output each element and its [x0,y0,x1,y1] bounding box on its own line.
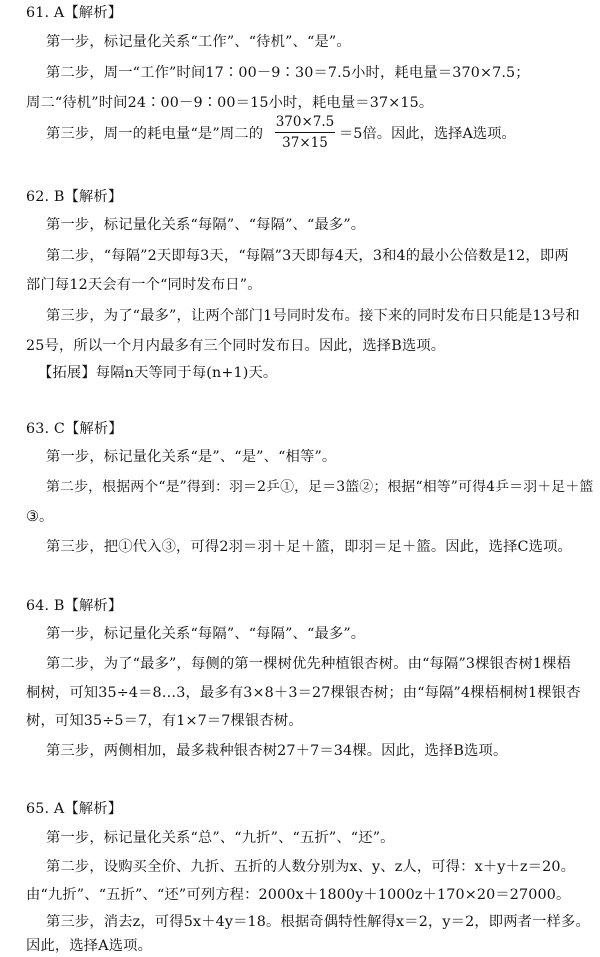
q64-step3: 第三步，两侧相加，最多栽种银杏树27＋7＝34棵。因此，选择B选项。 [46,743,508,759]
q62-step1: 第一步，标记量化关系“每隔”、“每隔”、“最多”。 [46,217,366,233]
q65-step3: 第三步，消去z，可得5x＋4y＝18。根据奇偶特性解得x＝2，y＝2，即两者一样多。 [46,914,590,930]
q64-step1: 第一步，标记量化关系“每隔”、“每隔”、“最多”。 [46,626,366,642]
q61-heading: 61. A【解析】 [26,5,123,21]
q61-step2-cont: 周二“待机”时间24∶00－9∶00＝15小时，耗电量＝37×15。 [26,95,434,111]
q65-step1: 第一步，标记量化关系“总”、“九折”、“五折”、“还”。 [46,830,395,846]
q62-step2: 第二步，“每隔”2天即每3天，“每隔”3天即每4天，3和4的最小公倍数是12，即两 [46,248,569,264]
q61-step3: 第三步，周一的耗电量“是”周二的 [46,126,264,142]
q63-step2-cont: ③。 [26,509,54,525]
q63-step3: 第三步，把①代入③，可得2羽＝羽＋足＋篮，即羽＝足＋篮。因此，选择C选项。 [46,539,572,555]
q61-fraction-denominator: 37×15 [282,135,328,151]
q62-heading: 62. B【解析】 [26,189,123,205]
q64-step2-cont2: 树，可知35÷5＝7，有1×7＝7棵银杏树。 [26,713,303,729]
q63-heading: 63. C【解析】 [26,421,123,437]
q63-step2: 第二步，根据两个“是”得到：羽＝2乒①，足＝3篮②；根据“相等”可得4乒＝羽＋足＋篮 [46,479,594,495]
q65-step2: 第二步，设购买全价、九折、五折的人数分别为x、y、z人，可得：x＋y＋z＝20。 [46,859,576,875]
q61-fraction-numerator: 370×7.5 [275,114,335,130]
q62-step2-cont: 部门每12天会有一个“同时发布日”。 [26,277,262,293]
q62-step3-cont: 25号，所以一个月内最多有三个同时发布日。因此，选择B选项。 [26,338,446,354]
q64-step2: 第二步，为了“最多”，每侧的第一棵树优先种植银杏树。由“每隔”3棵银杏树1棵梧 [46,656,572,672]
q64-heading: 64. B【解析】 [26,598,123,614]
q61-fraction-bar [275,132,335,133]
q61-step3-result: ＝5倍。因此，选择A选项。 [339,126,516,142]
q61-step2: 第二步，周一“工作”时间17∶00－9∶30＝7.5小时，耗电量＝370×7.5； [46,65,530,81]
q65-heading: 65. A【解析】 [26,801,123,817]
q61-step1: 第一步，标记量化关系“工作”、“待机”、“是”。 [46,34,351,50]
q65-step3-cont: 因此，选择A选项。 [26,938,153,954]
q62-extension: 【拓展】每隔n天等同于每(n+1)天。 [38,365,278,381]
q65-step2-cont: 由“九折”、“五折”、“还”可列方程：2000x＋1800y＋1000z＋170×20＝27000。 [26,887,571,903]
q64-step2-cont1: 桐树，可知35÷4＝8…3，最多有3×8＋3＝27棵银杏树；由“每隔”4棵梧桐树1棵银杏 [26,685,581,701]
q63-step1: 第一步，标记量化关系“是”、“是”、“相等”。 [46,449,337,465]
q62-step3: 第三步，为了“最多”，让两个部门1号同时发布。接下来的同时发布日只能是13号和 [46,308,580,324]
